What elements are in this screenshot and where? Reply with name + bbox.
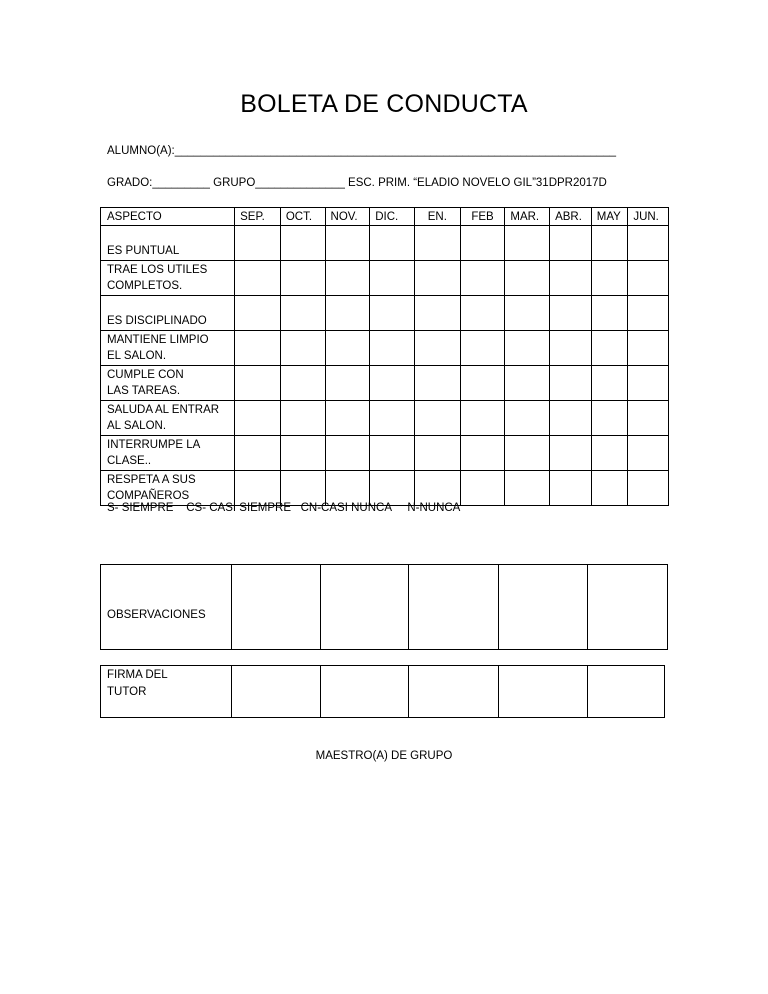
grade-cell[interactable] <box>235 226 281 261</box>
observaciones-cell[interactable] <box>232 565 321 650</box>
aspect-label <box>101 226 235 261</box>
grade-cell[interactable] <box>325 331 370 366</box>
grade-cell[interactable] <box>628 436 669 471</box>
grade-cell[interactable] <box>460 401 505 436</box>
grade-cell[interactable] <box>591 471 628 506</box>
grade-cell[interactable] <box>628 366 669 401</box>
grade-cell[interactable] <box>370 296 415 331</box>
aspect-label-line: EL SALON. <box>107 350 167 362</box>
grade-cell[interactable] <box>628 296 669 331</box>
grade-cell[interactable] <box>235 366 281 401</box>
header-month-abr: ABR. <box>550 208 592 226</box>
aspect-label <box>101 261 235 296</box>
aspect-label-line: CLASE.. <box>107 455 152 467</box>
grade-cell[interactable] <box>460 296 505 331</box>
grade-cell[interactable] <box>235 401 281 436</box>
header-month-may: MAY <box>591 208 628 226</box>
grade-cell[interactable] <box>591 366 628 401</box>
conduct-table <box>100 207 669 506</box>
grade-cell[interactable] <box>280 366 325 401</box>
header-aspecto: ASPECTO <box>101 208 235 226</box>
grade-cell[interactable] <box>550 436 592 471</box>
firma-label-line: TUTOR <box>107 686 147 698</box>
header-month-jun: JUN. <box>628 208 669 226</box>
observaciones-table <box>100 564 668 650</box>
observaciones-label: OBSERVACIONES <box>101 565 232 650</box>
grade-cell[interactable] <box>280 401 325 436</box>
grade-cell[interactable] <box>550 226 592 261</box>
grade-cell[interactable] <box>505 366 550 401</box>
grade-cell[interactable] <box>370 471 415 506</box>
grade-cell[interactable] <box>550 261 592 296</box>
grade-cell[interactable] <box>628 261 669 296</box>
grade-cell[interactable] <box>235 296 281 331</box>
aspect-label-line: TRAE LOS UTILES <box>107 264 208 276</box>
aspect-label-line: LAS TAREAS. <box>107 385 181 397</box>
maestro-grupo-label: MAESTRO(A) DE GRUPO <box>315 750 453 762</box>
firma-cell[interactable] <box>499 666 588 718</box>
grade-cell[interactable] <box>370 331 415 366</box>
firma-cell[interactable] <box>588 666 665 718</box>
header-month-sep: SEP. <box>235 208 281 226</box>
grade-cell[interactable] <box>460 261 505 296</box>
observaciones-cell[interactable] <box>499 565 588 650</box>
table-row <box>101 296 669 331</box>
grade-cell[interactable] <box>628 401 669 436</box>
header-month-dic: DIC. <box>370 208 415 226</box>
observaciones-cell[interactable] <box>321 565 409 650</box>
grade-cell[interactable] <box>591 436 628 471</box>
firma-cell[interactable] <box>321 666 409 718</box>
alumno-field[interactable]: ALUMNO(A):_____________________________________________________________________ <box>107 145 617 157</box>
firma-tutor-label <box>101 666 232 718</box>
grade-cell[interactable] <box>460 366 505 401</box>
grade-cell[interactable] <box>591 296 628 331</box>
firma-label-line: FIRMA DEL <box>107 669 168 681</box>
grade-cell[interactable] <box>414 261 460 296</box>
grade-cell[interactable] <box>460 436 505 471</box>
grade-cell[interactable] <box>505 296 550 331</box>
aspect-label-line: COMPAÑEROS <box>107 490 190 502</box>
grade-cell[interactable] <box>628 226 669 261</box>
observaciones-cell[interactable] <box>409 565 499 650</box>
grade-cell[interactable] <box>414 226 460 261</box>
aspect-label-line: MANTIENE LIMPIO <box>107 334 209 346</box>
grade-cell[interactable] <box>325 366 370 401</box>
aspect-label-line: ES DISCIPLINADO <box>107 315 207 327</box>
grade-cell[interactable] <box>370 436 415 471</box>
table-row <box>101 471 669 506</box>
table-row <box>101 366 669 401</box>
aspect-label-line: CUMPLE CON <box>107 369 184 381</box>
aspect-label-line: SALUDA AL ENTRAR <box>107 404 220 416</box>
header-month-mar: MAR. <box>505 208 550 226</box>
grade-cell[interactable] <box>591 401 628 436</box>
grade-cell[interactable] <box>414 366 460 401</box>
table-row <box>101 436 669 471</box>
grade-cell[interactable] <box>460 331 505 366</box>
grade-cell[interactable] <box>370 261 415 296</box>
header-month-oct: OCT. <box>280 208 325 226</box>
firma-cell[interactable] <box>409 666 499 718</box>
grade-cell[interactable] <box>370 226 415 261</box>
grade-cell[interactable] <box>460 226 505 261</box>
aspect-label <box>101 401 235 436</box>
grade-cell[interactable] <box>235 436 281 471</box>
grade-cell[interactable] <box>235 261 281 296</box>
aspect-label-line: AL SALON. <box>107 420 167 432</box>
aspect-label <box>101 331 235 366</box>
grade-cell[interactable] <box>325 471 370 506</box>
aspect-label-line: RESPETA A SUS <box>107 474 196 486</box>
grado-grupo-school-line[interactable]: GRADO:_________ GRUPO______________ ESC. PRIM. “ELADIO NOVELO GIL”31DPR2017D <box>107 177 607 189</box>
grade-cell[interactable] <box>460 471 505 506</box>
table-header-row <box>101 208 669 226</box>
grade-cell[interactable] <box>414 296 460 331</box>
grade-cell[interactable] <box>550 296 592 331</box>
aspect-label <box>101 436 235 471</box>
grade-cell[interactable] <box>505 401 550 436</box>
grade-cell[interactable] <box>235 331 281 366</box>
header-month-nov: NOV. <box>325 208 370 226</box>
aspect-label-line: ES PUNTUAL <box>107 245 180 257</box>
grade-cell[interactable] <box>628 331 669 366</box>
grade-cell[interactable] <box>414 401 460 436</box>
legend: S- SIEMPRE CS- CASI SIEMPRE CN-CASI NUNCA N-NUNCA <box>107 502 461 514</box>
grade-cell[interactable] <box>325 226 370 261</box>
grade-cell[interactable] <box>628 471 669 506</box>
grade-cell[interactable] <box>280 261 325 296</box>
grade-cell[interactable] <box>325 401 370 436</box>
aspect-label <box>101 471 235 506</box>
table-row <box>101 261 669 296</box>
table-row <box>101 401 669 436</box>
aspect-label-line: COMPLETOS. <box>107 280 183 292</box>
grade-cell[interactable] <box>591 331 628 366</box>
grade-cell[interactable] <box>591 261 628 296</box>
grade-cell[interactable] <box>550 471 592 506</box>
header-month-feb: FEB <box>460 208 505 226</box>
grade-cell[interactable] <box>550 366 592 401</box>
grade-cell[interactable] <box>414 331 460 366</box>
firma-table <box>100 665 665 718</box>
grade-cell[interactable] <box>280 296 325 331</box>
aspect-label-line: INTERRUMPE LA <box>107 439 201 451</box>
grade-cell[interactable] <box>370 366 415 401</box>
grade-cell[interactable] <box>505 471 550 506</box>
grade-cell[interactable] <box>235 471 281 506</box>
grade-cell[interactable] <box>591 226 628 261</box>
header-month-en: EN. <box>414 208 460 226</box>
grade-cell[interactable] <box>325 261 370 296</box>
grade-cell[interactable] <box>370 401 415 436</box>
firma-cell[interactable] <box>232 666 321 718</box>
grade-cell[interactable] <box>280 331 325 366</box>
grade-cell[interactable] <box>280 436 325 471</box>
grade-cell[interactable] <box>280 226 325 261</box>
grade-cell[interactable] <box>505 226 550 261</box>
grade-cell[interactable] <box>505 261 550 296</box>
aspect-label <box>101 366 235 401</box>
grade-cell[interactable] <box>550 331 592 366</box>
grade-cell[interactable] <box>414 436 460 471</box>
table-row <box>101 226 669 261</box>
grade-cell[interactable] <box>505 436 550 471</box>
grade-cell[interactable] <box>505 331 550 366</box>
grade-cell[interactable] <box>550 401 592 436</box>
grade-cell[interactable] <box>325 436 370 471</box>
grade-cell[interactable] <box>325 296 370 331</box>
table-row <box>101 331 669 366</box>
grade-cell[interactable] <box>280 471 325 506</box>
page-title: BOLETA DE CONDUCTA <box>240 90 528 118</box>
grade-cell[interactable] <box>414 471 460 506</box>
aspect-label <box>101 296 235 331</box>
observaciones-cell[interactable] <box>588 565 668 650</box>
